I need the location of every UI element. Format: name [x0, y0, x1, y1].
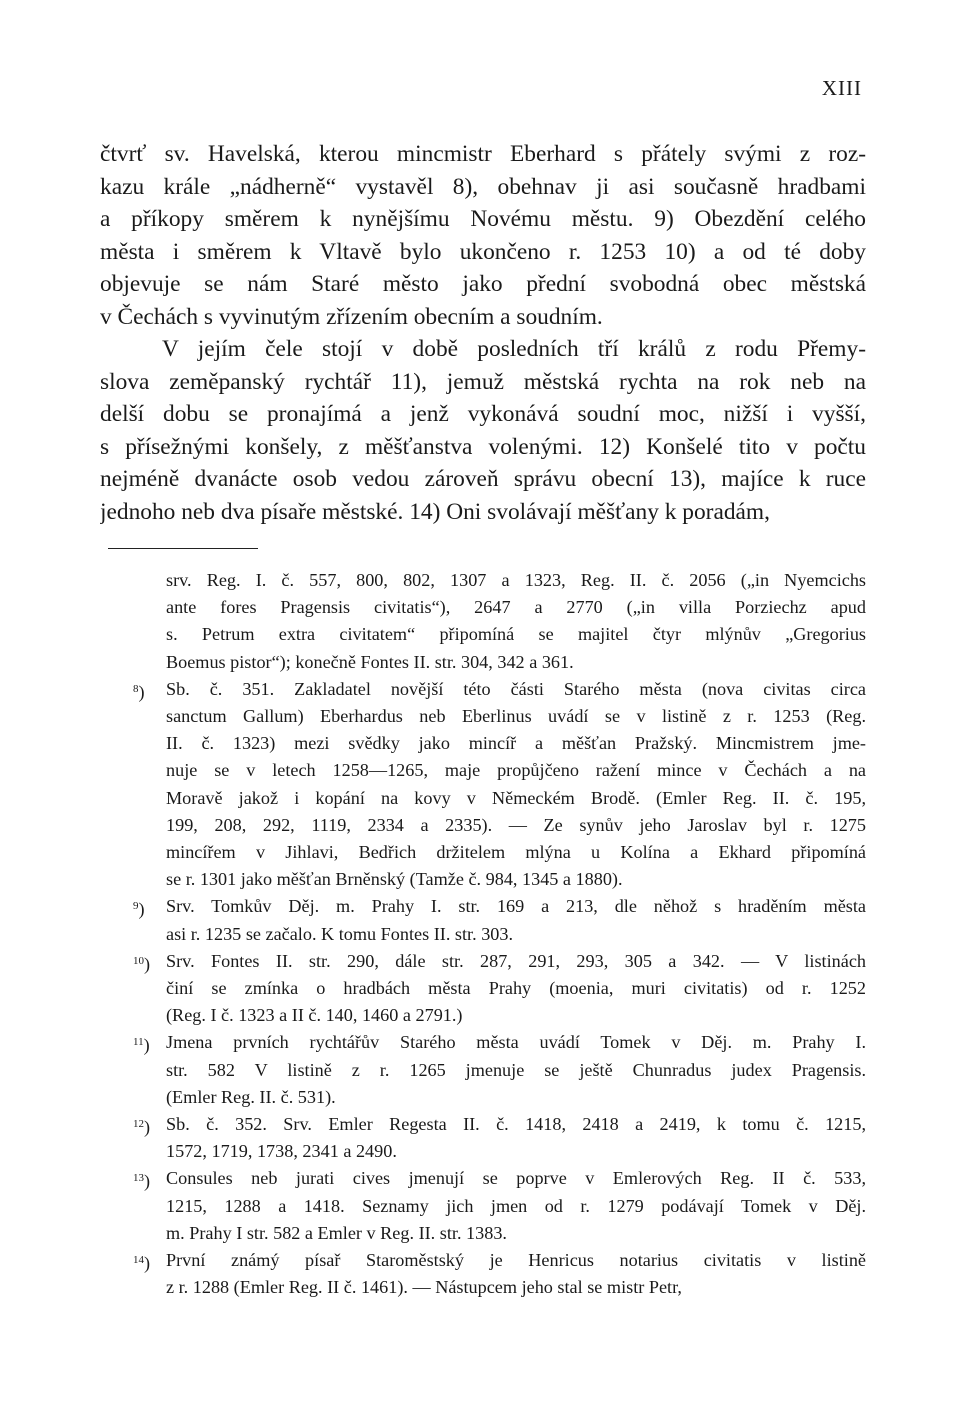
footnote-line: asi r. 1235 se začalo. K tomu Fontes II. str. 303.	[166, 923, 514, 944]
footnote	[100, 1029, 866, 1111]
footnote-line: (Emler Reg. II. č. 531).	[166, 1086, 336, 1107]
footnote-line: mincířem v Jihlavi, Bedřich držitelem mlýna u Kolína a Ekhard připomíná	[166, 842, 866, 863]
text-line: slova zeměpanský rychtář 11), jemuž městská rychta na rok neb na	[100, 368, 866, 395]
footnote-line: srv. Reg. I. č. 557, 800, 802, 1307 a 1323, Reg. II. č. 2056 („in Nyemcichs	[166, 570, 866, 590]
footnote-line: Jmena prvních rychtářův Starého města uvádí Tomek v Děj. m. Prahy I.	[166, 1032, 866, 1053]
footnote-line: činí se zmínka o hradbách města Prahy (moenia, muri civitatis) od r. 1252	[166, 978, 866, 999]
text-line: kazu krále „nádherně“ vystavěl 8), obehnav ji asi současně hradbami	[100, 173, 866, 200]
footnote	[100, 567, 866, 676]
footnote	[100, 1165, 866, 1247]
footnote-line: 199, 208, 292, 1119, 2334 a 2335). — Ze synův jeho Jaroslav byl r. 1275	[166, 814, 866, 835]
text-line: a příkopy směrem k nynějšímu Novému městu. 9) Obezdění celého	[100, 206, 866, 232]
footnote-line: Sb. č. 352. Srv. Emler Regesta II. č. 1418, 2418 a 2419, k tomu č. 1215,	[166, 1114, 866, 1135]
footnote-line: str. 582 V listině z r. 1265 jmenuje se ještě Chunradus judex Pragensis.	[166, 1059, 866, 1080]
text-line: nejméně dvanácte osob vedou zároveň správu obecní 13), majíce k ruce	[100, 466, 866, 492]
text-line: jednoho neb dva písaře městské. 14) Oni svolávají měšťany k poradám,	[100, 498, 770, 525]
footnote-line: s. Petrum extra civitatem“ připomíná se majitel čtyr mlýnův „Gregorius	[166, 624, 866, 645]
footnote-line: 1572, 1719, 1738, 2341 a 2490.	[166, 1141, 397, 1162]
footnote	[100, 1111, 866, 1165]
text-line: objevuje se nám Staré město jako přední svobodná obec městská	[100, 271, 866, 297]
footnote-line: (Reg. I č. 1323 a II č. 140, 1460 a 2791.)	[166, 1005, 463, 1026]
footnote-line: 1215, 1288 a 1418. Seznamy jich jmen od r. 1279 podávají Tomek v Děj.	[166, 1195, 866, 1216]
footnote	[100, 893, 866, 947]
footnote-mark: $^{13}$)	[133, 1171, 151, 1192]
footnotes	[100, 567, 866, 1301]
text-line: čtvrť sv. Havelská, kterou mincmistr Eberhard s přátely svými z roz-	[100, 141, 866, 167]
footnote-line: nuje se v letech 1258—1265, maje propůjčeno ražení mince v Čechách a na	[166, 760, 866, 781]
footnote-line: Srv. Fontes II. str. 290, dále str. 287, 291, 293, 305 a 342. — V listinách	[166, 950, 866, 971]
footnote-mark: $^{14}$)	[133, 1253, 151, 1274]
footnote	[100, 676, 866, 894]
main-text	[100, 138, 866, 528]
footnote	[100, 1247, 866, 1301]
footnote-line: II. č. 1323) mezi svědky jako mincíř a měšťan Pražský. Mincmistrem jme-	[166, 733, 866, 754]
footnote-mark: $^{11}$)	[133, 1035, 150, 1056]
footnote-line: Consules neb jurati cives jmenují se poprve v Emlerových Reg. II č. 533,	[166, 1168, 866, 1189]
footnote-line: Moravě jakož i kopání na kovy v Německém Brodě. (Emler Reg. II. č. 195,	[166, 787, 866, 808]
text-line: delší dobu se pronajímá a jenž vykonává soudní moc, nižší i vyšší,	[100, 401, 866, 427]
text-line: V jejím čele stojí v době posledních tří králů z rodu Přemy-	[162, 336, 866, 362]
footnote-mark: $^9$)	[133, 899, 145, 920]
footnote-line: z r. 1288 (Emler Reg. II č. 1461). — Nástupcem jeho stal se mistr Petr,	[166, 1277, 682, 1298]
text-line: s přísežnými konšely, z měšťanstva volenými. 12) Konšelé tito v počtu	[100, 433, 866, 460]
page-number: XIII	[821, 76, 862, 100]
footnote-mark: $^{10}$)	[133, 953, 151, 974]
text-line: v Čechách s vyvinutým zřízením obecním a soudním.	[100, 303, 603, 330]
footnote-line: ante fores Pragensis civitatis“), 2647 a 2770 („in villa Porziechz apud	[166, 597, 866, 618]
text-line: města i směrem k Vltavě bylo ukončeno r. 1253 10) a od té doby	[100, 238, 866, 265]
footnote	[100, 948, 866, 1030]
footnote-mark: $^{12}$)	[133, 1117, 151, 1138]
footnote-mark: $^8$)	[133, 681, 145, 702]
footnote-line: se r. 1301 jako měšťan Brněnský (Tamže č. 984, 1345 a 1880).	[166, 869, 623, 890]
footnote-line: sanctum Gallum) Eberhardus neb Eberlinus uvádí se v listině z r. 1253 (Reg.	[166, 706, 866, 727]
footnote-line: Srv. Tomkův Děj. m. Prahy I. str. 169 a 213, dle něhož s hraděním města	[166, 896, 866, 917]
footnote-line: Sb. č. 351. Zakladatel novější této části Starého města (nova civitas circa	[166, 678, 866, 699]
footnote-line: Boemus pistor“); konečně Fontes II. str. 304, 342 a 361.	[166, 651, 574, 672]
footnote-rule	[108, 548, 258, 549]
footnote-line: První známý písař Staroměstský je Henricus notarius civitatis v listině	[166, 1250, 866, 1271]
footnote-line: m. Prahy I str. 582 a Emler v Reg. II. str. 1383.	[166, 1222, 507, 1243]
